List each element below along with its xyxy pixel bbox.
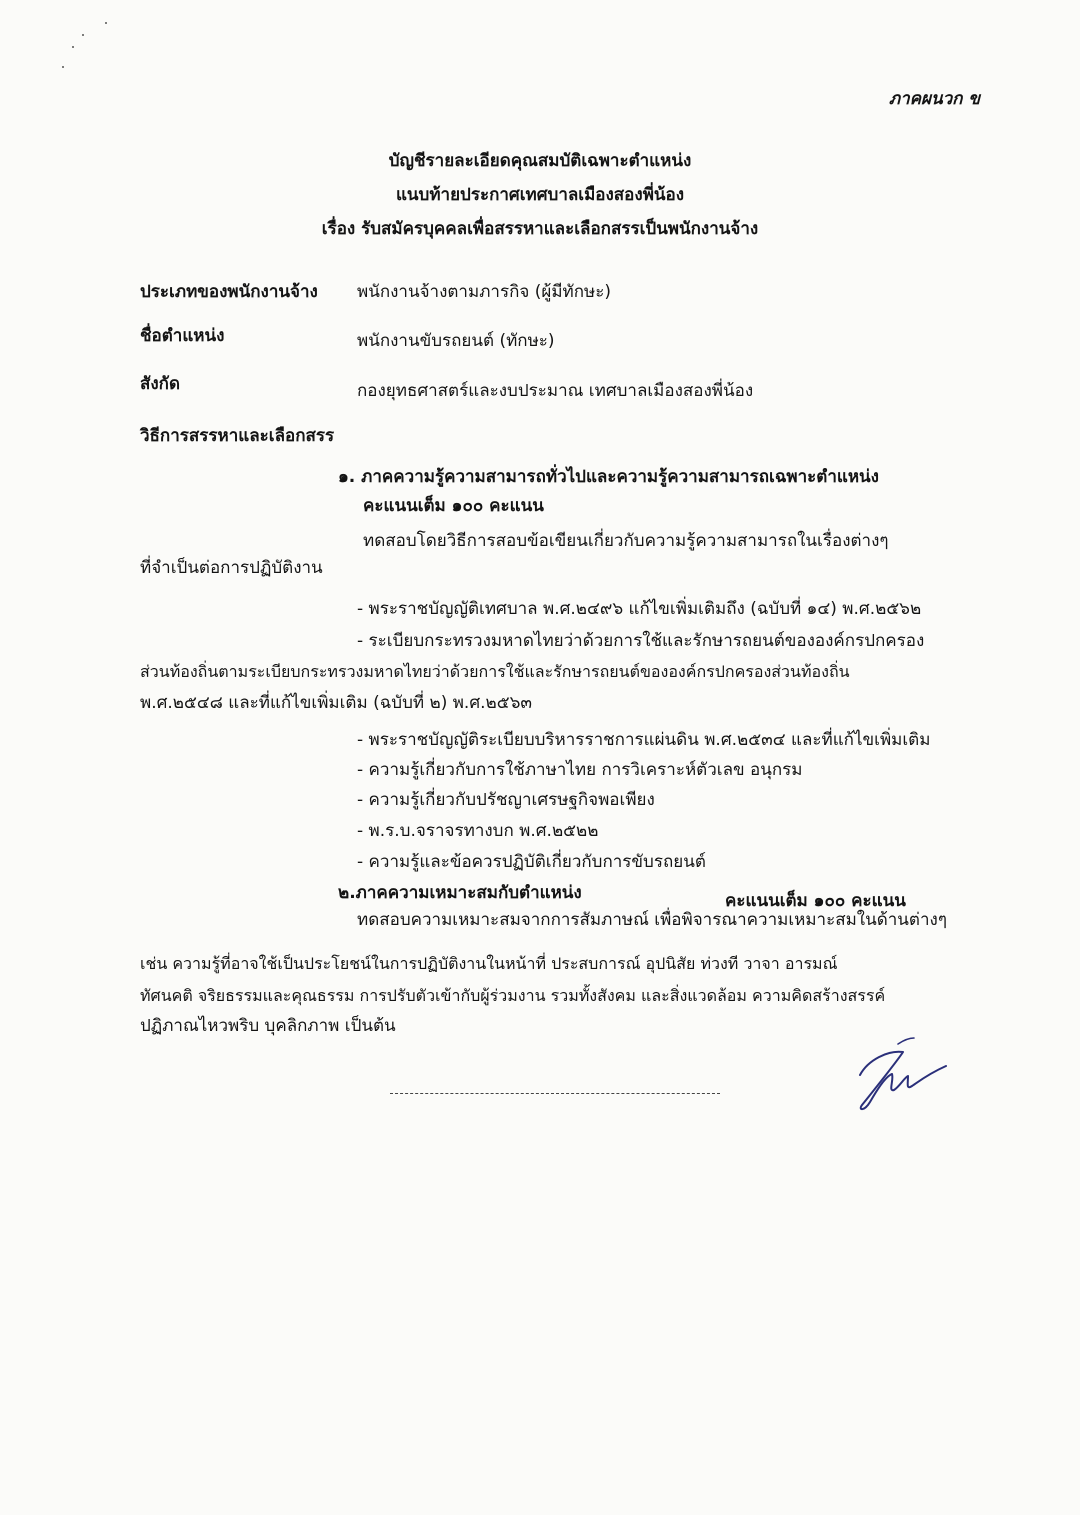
title-line-3: เรื่อง รับสมัครบุคคลเพื่อสรรหาและเลือกสรรเป็นพนักงานจ้าง <box>321 219 759 239</box>
scan-speck <box>105 22 107 24</box>
section2-score: คะแนนเต็ม ๑๐๐ คะแนน <box>725 891 906 911</box>
section2-line-2: เช่น ความรู้ที่อาจใช้เป็นประโยชน์ในการปฏิบัติงานในหน้าที่ ประสบการณ์ อุปนิสัย ท่วงที วาจา อารมณ์ <box>140 954 838 973</box>
section1-item: - ความรู้เกี่ยวกับปรัชญาเศรษฐกิจพอเพียง <box>357 790 655 810</box>
field-label-position: ชื่อตำแหน่ง <box>140 326 225 346</box>
field-label-department: สังกัด <box>140 374 181 394</box>
field-value-department: กองยุทธศาสตร์และงบประมาณ เทศบาลเมืองสองพี่น้อง <box>357 381 754 401</box>
section1-item: - พระราชบัญญัติเทศบาล พ.ศ.๒๔๙๖ แก้ไขเพิ่มเติมถึง (ฉบับที่ ๑๔) พ.ศ.๒๕๖๒ <box>357 599 922 619</box>
method-heading: วิธีการสรรหาและเลือกสรร <box>140 426 335 446</box>
section1-score: คะแนนเต็ม ๑๐๐ คะแนน <box>363 496 544 516</box>
annex-label: ภาคผนวก ข <box>888 89 980 109</box>
signature-icon <box>848 1030 958 1115</box>
scan-speck <box>72 46 74 48</box>
section1-item: - พ.ร.บ.จราจรทางบก พ.ศ.๒๕๒๒ <box>357 821 599 841</box>
scan-speck <box>82 34 84 36</box>
section1-item: - ความรู้เกี่ยวกับการใช้ภาษาไทย การวิเคราะห์ตัวเลข อนุกรม <box>357 760 803 780</box>
end-rule <box>390 1093 720 1094</box>
section2-line-4: ปฏิภาณไหวพริบ บุคลิกภาพ เป็นต้น <box>140 1016 396 1036</box>
section1-item: - พระราชบัญญัติระเบียบบริหารราชการแผ่นดิน พ.ศ.๒๕๓๔ และที่แก้ไขเพิ่มเติม <box>357 730 931 750</box>
field-value-position: พนักงานขับรถยนต์ (ทักษะ) <box>357 331 555 351</box>
field-label-employee-type: ประเภทของพนักงานจ้าง <box>140 282 318 302</box>
section1-item-continuation: พ.ศ.๒๕๔๘ และที่แก้ไขเพิ่มเติม (ฉบับที่ ๒) พ.ศ.๒๕๖๓ <box>140 693 533 713</box>
section1-item: - ระเบียบกระทรวงมหาดไทยว่าด้วยการใช้และรักษารถยนต์ขององค์กรปกครอง <box>357 631 925 651</box>
section2-heading: ๒.ภาคความเหมาะสมกับตำแหน่ง <box>338 883 582 903</box>
title-line-2: แนบท้ายประกาศเทศบาลเมืองสองพี่น้อง <box>395 185 685 205</box>
section1-item: - ความรู้และข้อควรปฏิบัติเกี่ยวกับการขับรถยนต์ <box>357 852 706 872</box>
scan-speck <box>62 66 64 68</box>
section1-intro-line-2: ที่จำเป็นต่อการปฏิบัติงาน <box>140 558 323 578</box>
section2-line-1: ทดสอบความเหมาะสมจากการสัมภาษณ์ เพื่อพิจารณาความเหมาะสมในด้านต่างๆ <box>357 910 947 930</box>
title-line-1: บัญชีรายละเอียดคุณสมบัติเฉพาะตำแหน่ง <box>388 151 692 171</box>
section1-heading: ๑. ภาคความรู้ความสามารถทั่วไปและความรู้ความสามารถเฉพาะตำแหน่ง <box>338 467 879 487</box>
field-value-employee-type: พนักงานจ้างตามภารกิจ (ผู้มีทักษะ) <box>357 282 611 302</box>
section1-item-continuation: ส่วนท้องถิ่นตามระเบียบกระทรวงมหาดไทยว่าด้วยการใช้และรักษารถยนต์ขององค์กรปกครองส่วนท้องถิ่น <box>140 662 850 681</box>
section1-intro-line-1: ทดสอบโดยวิธีการสอบข้อเขียนเกี่ยวกับความรู้ความสามารถในเรื่องต่างๆ <box>363 531 889 551</box>
section2-line-3: ทัศนคติ จริยธรรมและคุณธรรม การปรับตัวเข้ากับผู้ร่วมงาน รวมทั้งสังคม และสิ่งแวดล้อม ความคิดสร้างสรรค์ <box>140 986 886 1005</box>
